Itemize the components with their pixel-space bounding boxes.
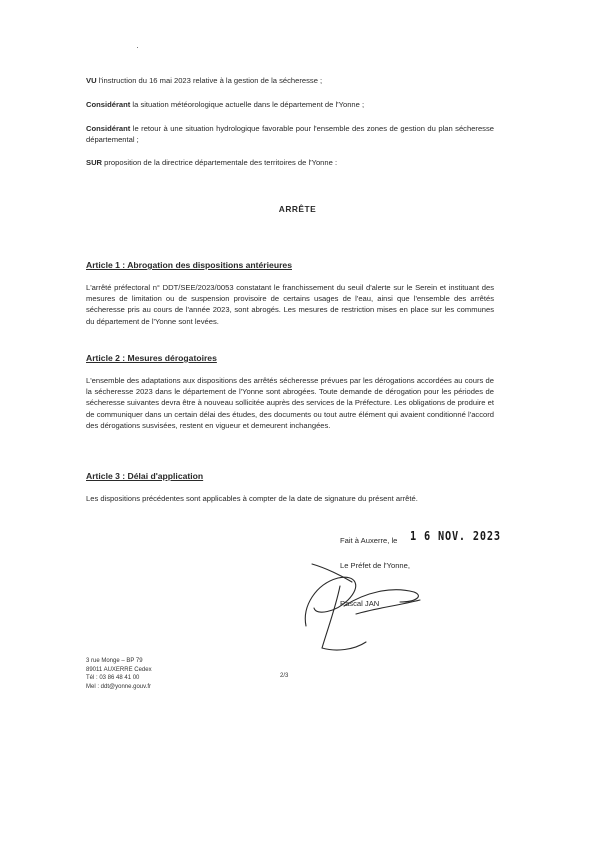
page-number: 2/3 — [280, 673, 289, 679]
sur-paragraph — [86, 157, 494, 168]
signatory-role: Le Préfet de l'Yonne, — [340, 561, 410, 570]
footer-phone: Tél : 03 86 48 41 00 — [86, 675, 140, 682]
sur-text: proposition de la directrice départementale des territoires de l'Yonne : — [102, 158, 338, 167]
considerant-meteo-paragraph — [86, 99, 494, 110]
footer-email[interactable]: Mel : ddt@yonne.gouv.fr — [86, 683, 152, 690]
footer-street: 3 rue Monge – BP 79 — [86, 658, 143, 664]
handwritten-signature — [296, 556, 446, 656]
signature-place: Fait à Auxerre, le — [340, 536, 398, 545]
article-2-body: L'ensemble des adaptations aux dispositions des arrêtés sécheresse prévues par les dérogations accordées au cours de la sécheresse 2023 dans le département de l'Yonne sont abrogées. Toute demande de dérogation pour les périodes de sécheresse suivantes devra être à nouveau sollicitée auprès des services de la Préfecture. Les obligations de produire et de communiquer dans un certain délai des études, des documents ou tout autre élément qui avaient conditionné l'accord des dérogations susvisées, restent en vigueur et demeurent inchangées. — [86, 376, 494, 430]
date-stamp: 1 6 NOV. 2023 — [410, 528, 501, 543]
considerant-hydro-paragraph — [86, 123, 494, 145]
article-2-heading: Article 2 : Mesures dérogatoires — [86, 353, 217, 363]
considerant-text: le retour à une situation hydrologique favorable pour l'ensemble des zones de gestion du plan sécheresse départemental ; — [86, 124, 494, 145]
article-1-heading: Article 1 : Abrogation des dispositions antérieures — [86, 260, 292, 270]
address-footer — [86, 657, 152, 691]
article-3-body: Les dispositions précédentes sont applicables à compter de la date de signature du présent arrêté. — [86, 494, 418, 503]
article-1-body: L'arrêté préfectoral n° DDT/SEE/2023/0053 constatant le franchissement du seuil d'alerte sur le Serein et instituant des mesures de limitation ou de suspension provisoire de certains usages de l'eau, ainsi que l'ensemble des arrêtés sécheresse pris au cours de l'année 2023, sont abrogés. Les mesures de restriction mises en place sur les communes du département de l'Yonne sont levées. — [86, 283, 494, 326]
considerant-lead: Considérant — [86, 100, 131, 109]
article-3-heading: Article 3 : Délai d'application — [86, 471, 204, 481]
considerant-lead: Considérant — [86, 124, 131, 133]
vu-text: l'instruction du 16 mai 2023 relative à la gestion de la sécheresse ; — [96, 76, 323, 85]
sur-lead: SUR — [86, 158, 103, 167]
vu-lead: VU — [86, 76, 97, 85]
footer-city: 89011 AUXERRE Cedex — [86, 666, 152, 673]
considerant-text: la situation météorologique actuelle dans le département de l'Yonne ; — [130, 100, 365, 109]
signatory-name: Pascal JAN — [340, 599, 380, 608]
vu-paragraph — [86, 75, 494, 86]
decree-title: ARRÊTE — [278, 204, 317, 214]
scan-speck — [137, 47, 138, 48]
